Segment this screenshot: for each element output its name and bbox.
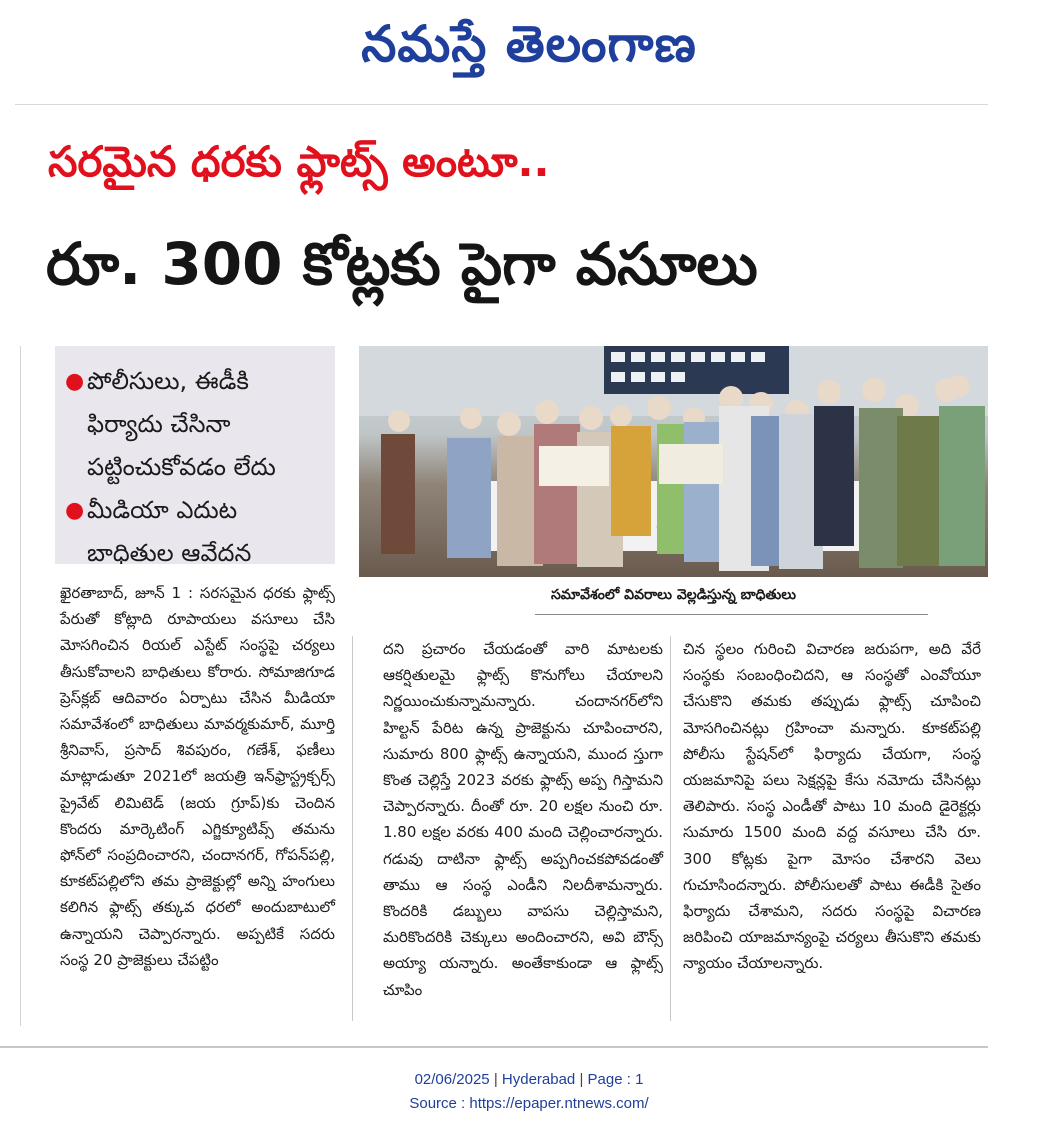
article-column-1 bbox=[60, 580, 335, 973]
photo-caption: సమావేశంలో వివరాలు వెల్లడిస్తున్న బాధితులు bbox=[550, 587, 796, 603]
edition-city: Hyderabad bbox=[501, 1071, 576, 1088]
column-text: చిన స్థలం గురించి విచారణ జరుపగా, అది వేరే సంస్థకు సంబంధించిదని, ఆ సంస్థతో ఎంవోయూ చేసుకొని తమకు తప్పుడు ఫ్లాట్స్ చూపించి మోసగించినట్లు గ్రహించా మన్నారు. కూకట్‌పల్లి పోలీసు స్టేషన్‌లో ఫిర్యాదు చేయగా, సంస్థ యజమానిపై పలు సెక్షన్లపై కేసు నమోదు చేసినట్లు తెలిపారు. సంస్థ ఎండీతో పాటు 10 మంది డైరెక్టర్లు సుమారు 1500 మంది వద్ద వసూలు చేసి రూ. 300 కోట్లకు పైగా మోసం చేశారని వెలు గుచూసిందన్నారు. పోలీసులతో పాటు ఈడీకి సైతం ఫిర్యాదు చేశామని, సదరు సంస్థపై విచారణ జరిపించి యాజమాన్యంపై చర్యలు తీసుకొని తమకు న్యాయం చేయాలన్నారు. bbox=[683, 640, 981, 973]
newspaper-masthead: నమస్తే తెలంగాణ bbox=[361, 14, 697, 73]
bullet-icon: ● bbox=[65, 498, 85, 523]
edition-page: Page : 1 bbox=[587, 1071, 644, 1088]
photo-illustration bbox=[359, 346, 988, 577]
article-kicker: సరమైన ధరకు ఫ్లాట్స్ అంటూ.. bbox=[48, 137, 550, 186]
footer-edition-line bbox=[0, 1068, 1058, 1092]
news-photo bbox=[359, 346, 988, 577]
highlight-item bbox=[65, 489, 327, 575]
column-text: ఖైరతాబాద్, జూన్ 1 : సరసమైన ధరకు ఫ్లాట్స్ పేరుతో కోట్లాది రూపాయలు వసూలు చేసి మోసగించిన రియల్ ఎస్టేట్ సంస్థపై చర్యలు తీసుకోవాలని బాధితులు కోరారు. సోమాజిగూడ ప్రెస్‌క్లబ్ ఆదివారం ఏర్పాటు చేసిన మీడియా సమావేశంలో బాధితులు మావర్మకుమార్, మూర్తి శ్రీనివాస్, ప్రసాద్ శివపురం, గణేశ్, ఫణీలు మాట్లాడుతూ 2021లో జయత్రి ఇన్‌ఫ్రాస్ట్రక్చర్స్ ప్రైవేట్ లిమిటెడ్ (జయ గ్రూప్)కు చెందిన కొందరు మార్కెటింగ్ ఎగ్జిక్యూటివ్స్ తమను ఫోన్‌లో సంప్రదించారని, చందానగర్, గోపన్‌పల్లి, కూకట్‌పల్లిలోని తమ ప్రాజెక్టుల్లో అన్ని హంగులు కలిగిన ఫ్లాట్స్ తక్కువ ధరలో అందుబాటులో ఉన్నాయని చెప్పారన్నారు. అప్పటికే సదరు సంస్థ 20 ప్రాజెక్టులు చేపట్టిం bbox=[60, 584, 335, 969]
article-column-2 bbox=[383, 636, 663, 1003]
highlight-text: పోలీసులు, ఈడీకి ఫిర్యాదు చేసినా పట్టించుకోవడం లేదు bbox=[87, 367, 276, 481]
left-margin-rule bbox=[20, 346, 21, 1026]
highlight-item bbox=[65, 360, 327, 489]
column-text: దని ప్రచారం చేయడంతో వారి మాటలకు ఆకర్షితులమై ఫ్లాట్స్ కొనుగోలు చేయాలని నిర్ణయించుకున్నామన్నారు. చందానగర్‌లోని హిల్టన్ పేరిట ఉన్న ప్రాజెక్టును చూపించారని, సుమారు 800 ఫ్లాట్స్ ఉన్నాయని, ముంద స్తుగా కొంత చెల్లిస్తే 2023 వరకు ఫ్లాట్స్ అప్ప గిస్తామని చెప్పారన్నారు. దీంతో రూ. 20 లక్షల నుంచి రూ. 1.80 లక్షల వరకు 400 మంది చెల్లించారన్నారు. గడువు దాటినా ఫ్లాట్స్ అప్పగించకపోవడంతో తాము ఆ సంస్థ ఎండీని నిలదీశామన్నారు. కొందరికి డబ్బులు వాపసు చెల్లిస్తామని, మరికొందరికి చెక్కులు అందించారని, అవి బౌన్స్ అయ్యా యన్నారు. అంతేకాకుండా ఆ ఫ్లాట్స్ చూపిం bbox=[383, 640, 663, 999]
article-headline: రూ. 300 కోట్లకు పైగా వసూలు bbox=[46, 230, 758, 298]
edition-date: 02/06/2025 bbox=[414, 1071, 490, 1088]
bullet-icon: ● bbox=[65, 369, 85, 394]
source-link[interactable]: Source : https://epaper.ntnews.com/ bbox=[409, 1095, 649, 1112]
footer-separator: | bbox=[579, 1071, 588, 1088]
column-divider bbox=[670, 636, 671, 1021]
highlights-box bbox=[55, 346, 335, 567]
caption-divider bbox=[535, 614, 928, 615]
footer-separator: | bbox=[493, 1071, 502, 1088]
footer-divider bbox=[0, 1046, 988, 1048]
article-column-3 bbox=[683, 636, 981, 977]
column-divider bbox=[352, 636, 353, 1021]
highlight-text: మీడియా ఎదుట బాధితుల ఆవేదన bbox=[87, 496, 252, 567]
masthead-divider bbox=[15, 104, 988, 105]
page-footer bbox=[0, 1068, 1058, 1116]
